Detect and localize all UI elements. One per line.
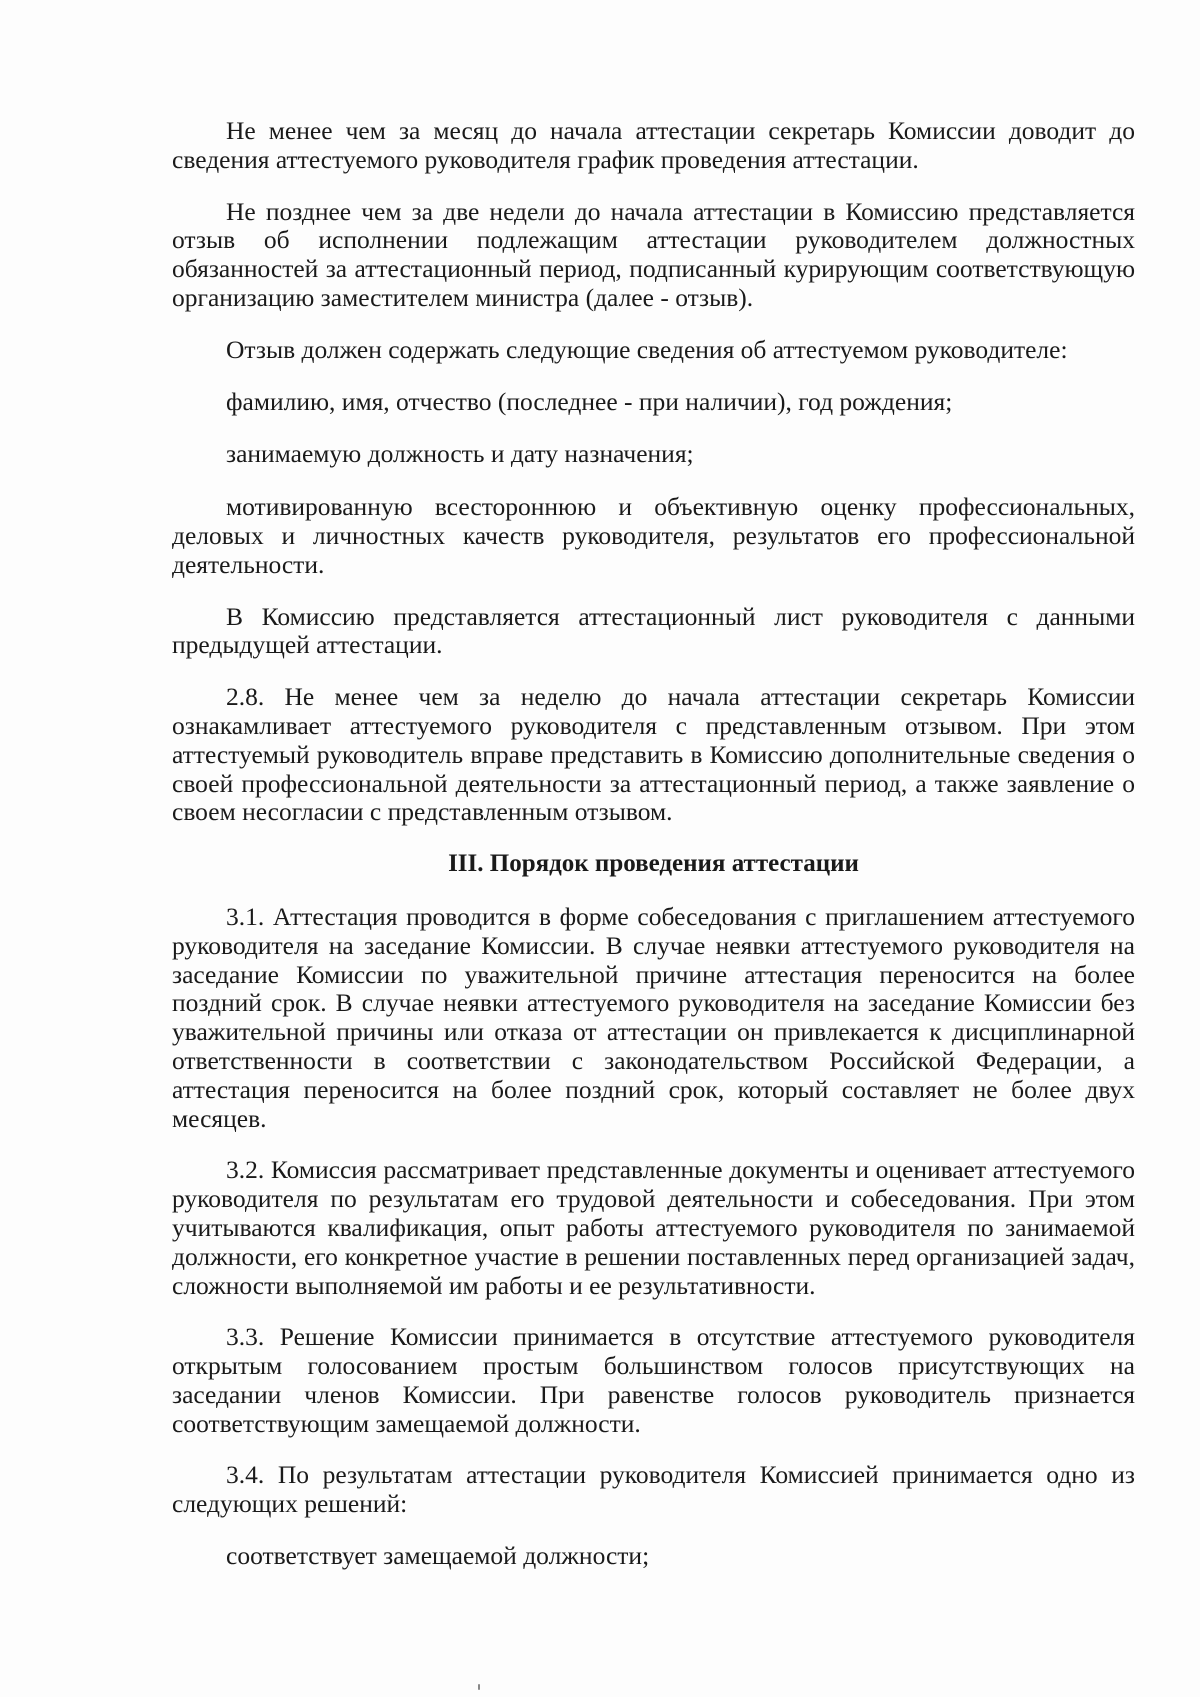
paragraph-3-4: 3.4. По результатам аттестации руководителя Комиссией принимается одно из следующих решений: (172, 1460, 1135, 1519)
paragraph-3-3: 3.3. Решение Комиссии принимается в отсутствие аттестуемого руководителя открытым голосованием простым большинством голосов присутствующих на заседании членов Комиссии. При равенстве голосов руководитель признается соответствующим замещаемой должности. (172, 1322, 1135, 1438)
paragraph-2-8: 2.8. Не менее чем за неделю до начала аттестации секретарь Комиссии ознакамливает аттестуемого руководителя с представленным отзывом. При этом аттестуемый руководитель вправе представить в Комиссию дополнительные сведения о своей профессиональной деятельности за аттестационный период, а также заявление о своем несогласии с представленным отзывом. (172, 682, 1135, 827)
list-item-full-name: фамилию, имя, отчество (последнее - при наличии), год рождения; (226, 386, 953, 416)
list-item-complies: соответствует замещаемой должности; (226, 1541, 650, 1571)
paragraph-3-1: 3.1. Аттестация проводится в форме собеседования с приглашением аттестуемого руководителя на заседание Комиссии. В случае неявки аттестуемого руководителя на заседание Комиссии по уважительной причине аттестация переносится на более поздний срок. В случае неявки аттестуемого руководителя на заседание Комиссии без уважительной причины или отказа от аттестации он привлекается к дисциплинарной ответственности в соответствии с законодательством Российской Федерации, а аттестация переносится на более поздний срок, который составляет не более двух месяцев. (172, 901, 1135, 1133)
paragraph-3-2: 3.2. Комиссия рассматривает представленные документы и оценивает аттестуемого руководителя по результатам его трудовой деятельности и собеседования. При этом учитываются квалификация, опыт работы аттестуемого руководителя по занимаемой должности, его конкретное участие в решении поставленных перед организацией задач, сложности выполняемой им работы и ее результативности. (172, 1155, 1135, 1300)
section-heading: III. Порядок проведения аттестации (448, 850, 859, 878)
paragraph-schedule-notice: Не менее чем за месяц до начала аттестации секретарь Комиссии доводит до сведения аттестуемого руководителя график проведения аттестации. (172, 116, 1135, 174)
scan-speck (478, 1684, 480, 1690)
paragraph-review-submission: Не позднее чем за две недели до начала аттестации в Комиссию представляется отзыв об исполнении подлежащим аттестации руководителем должностных обязанностей за аттестационный период, подписанный курирующим соответствующую организацию заместителем министра (далее - отзыв). (172, 196, 1135, 312)
list-item-position: занимаемую должность и дату назначения; (226, 439, 694, 469)
paragraph-review-contents: Отзыв должен содержать следующие сведения об аттестуемом руководителе: (226, 334, 1068, 364)
paragraph-attestation-sheet: В Комиссию представляется аттестационный лист руководителя с данными предыдущей аттестации. (172, 601, 1135, 660)
document-body (172, 117, 1135, 1595)
list-item-evaluation: мотивированную всестороннюю и объективную оценку профессиональных, деловых и личностных качеств руководителя, результатов его профессиональной деятельности. (172, 492, 1135, 579)
